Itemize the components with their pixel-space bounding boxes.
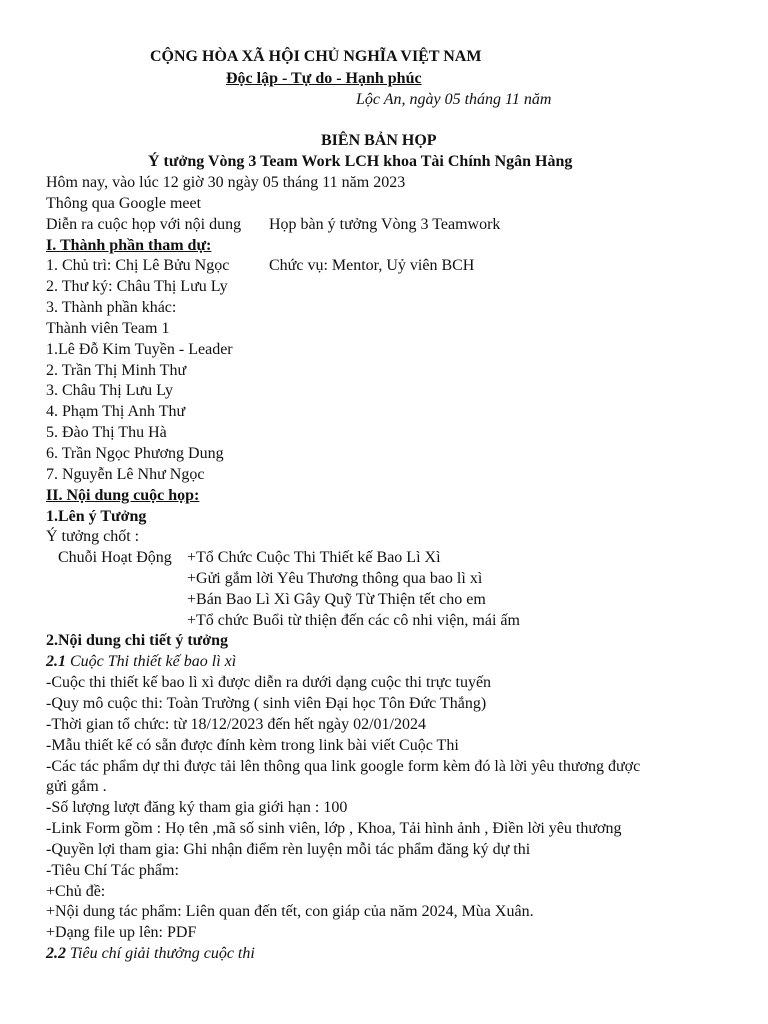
meeting-time: Hôm nay, vào lúc 12 giờ 30 ngày 05 tháng 11 năm 2023 [46,174,406,191]
section-content-heading: II. Nội dung cuộc họp: [46,487,200,504]
member-item: 4. Phạm Thị Anh Thư [46,403,186,420]
member-item: 1.Lê Đỗ Kim Tuyền - Leader [46,341,233,358]
meeting-content-value: Họp bàn ý tưởng Vòng 3 Teamwork [269,216,501,233]
subsection-number: 2.2 [46,945,66,962]
member-item: 6. Trần Ngọc Phương Dung [46,445,224,462]
activity-item: +Gửi gắm lời Yêu Thương thông qua bao lì xì [187,570,483,587]
member-item: 3. Châu Thị Lưu Ly [46,382,174,399]
document-subtitle: Ý tưởng Vòng 3 Team Work LCH khoa Tài Chính Ngân Hàng [148,153,573,170]
detail-heading: 2.Nội dung chi tiết ý tưởng [46,632,229,649]
nation-heading: CỘNG HÒA XÃ HỘI CHỦ NGHĨA VIỆT NAM [150,48,482,65]
activity-item: +Tổ Chức Cuộc Thi Thiết kế Bao Lì Xì [187,549,441,566]
member-item: 5. Đào Thị Thu Hà [46,424,167,441]
meeting-content-label: Diễn ra cuộc họp với nội dung [46,216,242,233]
detail-line: -Quyền lợi tham gia: Ghi nhận điểm rèn luyện mỗi tác phẩm đăng ký dự thi [46,841,531,858]
chair-role: Chức vụ: Mentor, Uỷ viên BCH [269,257,475,274]
motto: Độc lập - Tự do - Hạnh phúc [226,70,422,87]
detail-line: gửi gắm . [46,778,107,795]
detail-line: +Chủ đề: [46,883,106,900]
secretary: 2. Thư ký: Châu Thị Lưu Ly [46,278,228,295]
subsection-number: 2.1 [46,653,66,670]
detail-line: -Cuộc thi thiết kế bao lì xì được diễn ra dưới dạng cuộc thi trực tuyến [46,674,492,691]
member-item: 7. Nguyễn Lê Như Ngọc [46,466,205,483]
team-label: Thành viên Team 1 [46,320,170,337]
section-attendees-heading: I. Thành phần tham dự: [46,237,212,254]
chair-person: 1. Chủ trì: Chị Lê Bửu Ngọc [46,257,230,274]
detail-line: +Dạng file up lên: PDF [46,924,197,941]
activity-item: +Bán Bao Lì Xì Gây Quỹ Từ Thiện tết cho em [187,591,486,608]
place-date: Lộc An, ngày 05 tháng 11 năm [356,91,552,108]
subsection-2-1-heading [46,652,236,672]
subsection-title: Tiêu chí giải thưởng cuộc thi [70,945,255,962]
meeting-platform: Thông qua Google meet [46,195,202,212]
detail-line: -Quy mô cuộc thi: Toàn Trường ( sinh viên Đại học Tôn Đức Thắng) [46,695,487,712]
idea-heading: 1.Lên ý Tưởng [46,508,147,525]
activity-chain-label: Chuỗi Hoạt Động [58,549,172,566]
member-item: 2. Trần Thị Minh Thư [46,362,187,379]
detail-line: -Tiêu Chí Tác phẩm: [46,862,179,879]
detail-line: -Thời gian tổ chức: từ 18/12/2023 đến hết ngày 02/01/2024 [46,716,426,733]
document-title: BIÊN BẢN HỌP [321,132,437,149]
idea-final-label: Ý tưởng chốt : [46,528,140,545]
detail-line: +Nội dung tác phẩm: Liên quan đến tết, con giáp của năm 2024, Mùa Xuân. [46,903,534,920]
detail-line: -Các tác phẩm dự thi được tải lên thông qua link google form kèm đó là lời yêu thương được [46,758,641,775]
other-attendees-label: 3. Thành phần khác: [46,299,177,316]
subsection-title: Cuộc Thi thiết kế bao lì xì [70,653,237,670]
activity-item: +Tổ chức Buổi từ thiện đến các cô nhi viện, mái ấm [187,612,520,629]
subsection-2-2-heading [46,944,255,964]
detail-line: -Mẫu thiết kế có sẵn được đính kèm trong link bài viết Cuộc Thi [46,737,459,754]
detail-line: -Số lượng lượt đăng ký tham gia giới hạn : 100 [46,799,348,816]
detail-line: -Link Form gồm : Họ tên ,mã số sinh viên, lớp , Khoa, Tải hình ảnh , Điền lời yêu thương [46,820,622,837]
